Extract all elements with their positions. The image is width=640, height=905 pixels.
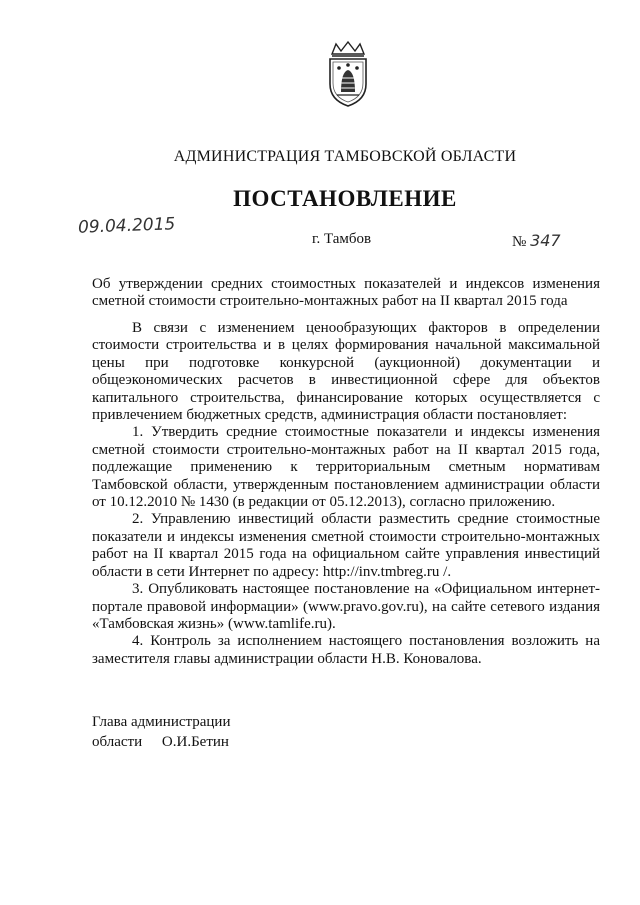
organization-name: АДМИНИСТРАЦИЯ ТАМБОВСКОЙ ОБЛАСТИ xyxy=(173,148,517,165)
handwritten-date: 09.04.2015 xyxy=(77,214,176,238)
document-subject: Об утверждении средних стоимостных показателей и индексов изменения сметной стоимости строительно-монтажных работ на II квартал 2015 года xyxy=(92,276,600,309)
document-type-title: ПОСТАНОВЛЕНИЕ xyxy=(233,186,457,211)
clause-2: 2. Управлению инвестиций области разместить средние стоимостные показатели и индексы изменения сметной стоимости строительно-монтажных работ на II квартал 2015 года на официальном сайте управления инвестиций области в сети Интернет по адресу: http://inv.tmbreg.ru /. xyxy=(92,511,600,580)
clause-3: 3. Опубликовать настоящее постановление на «Официальном интернет-портале правовой информации» (www.pravo.gov.ru), на сайте сетевого издания «Тамбовская жизнь» (www.tamlife.ru). xyxy=(92,581,600,632)
document-body xyxy=(92,320,600,668)
clause-4: 4. Контроль за исполнением настоящего постановления возложить на заместителя главы администрации области Н.В. Коновалова. xyxy=(92,633,600,667)
clause-1: 1. Утвердить средние стоимостные показатели и индексы изменения сметной стоимости строительно-монтажных работ на II квартал 2015 года, подлежащие применению к территориальным сметным нормативам Тамбовской области, утвержденным постановлением администрации области от 10.12.2010 № 1430 (в редакции от 05.12.2013), согласно приложению. xyxy=(92,424,600,511)
signatory-title-line2: области xyxy=(92,734,143,750)
preamble-paragraph: В связи с изменением ценообразующих факторов в определении стоимости строительства и в целях формирования начальной максимальной цены при подготовке конкурсной (аукционной) документации и общеэкономических расчетов в инвестиционной сфере для объектов капитального строительства, финансирование которых осуществляется с привлечением бюджетных средств, администрация области постановляет: xyxy=(92,320,600,424)
tambov-region-coat-of-arms-icon xyxy=(322,40,374,108)
handwritten-number: 347 xyxy=(530,231,561,250)
document-number xyxy=(512,231,561,251)
signatory-title-line1: Глава администрации xyxy=(92,714,231,730)
signatory-name: О.И.Бетин xyxy=(161,734,229,750)
number-prefix: № xyxy=(512,234,527,250)
signature-block xyxy=(92,712,230,752)
city: г. Тамбов xyxy=(312,231,372,247)
